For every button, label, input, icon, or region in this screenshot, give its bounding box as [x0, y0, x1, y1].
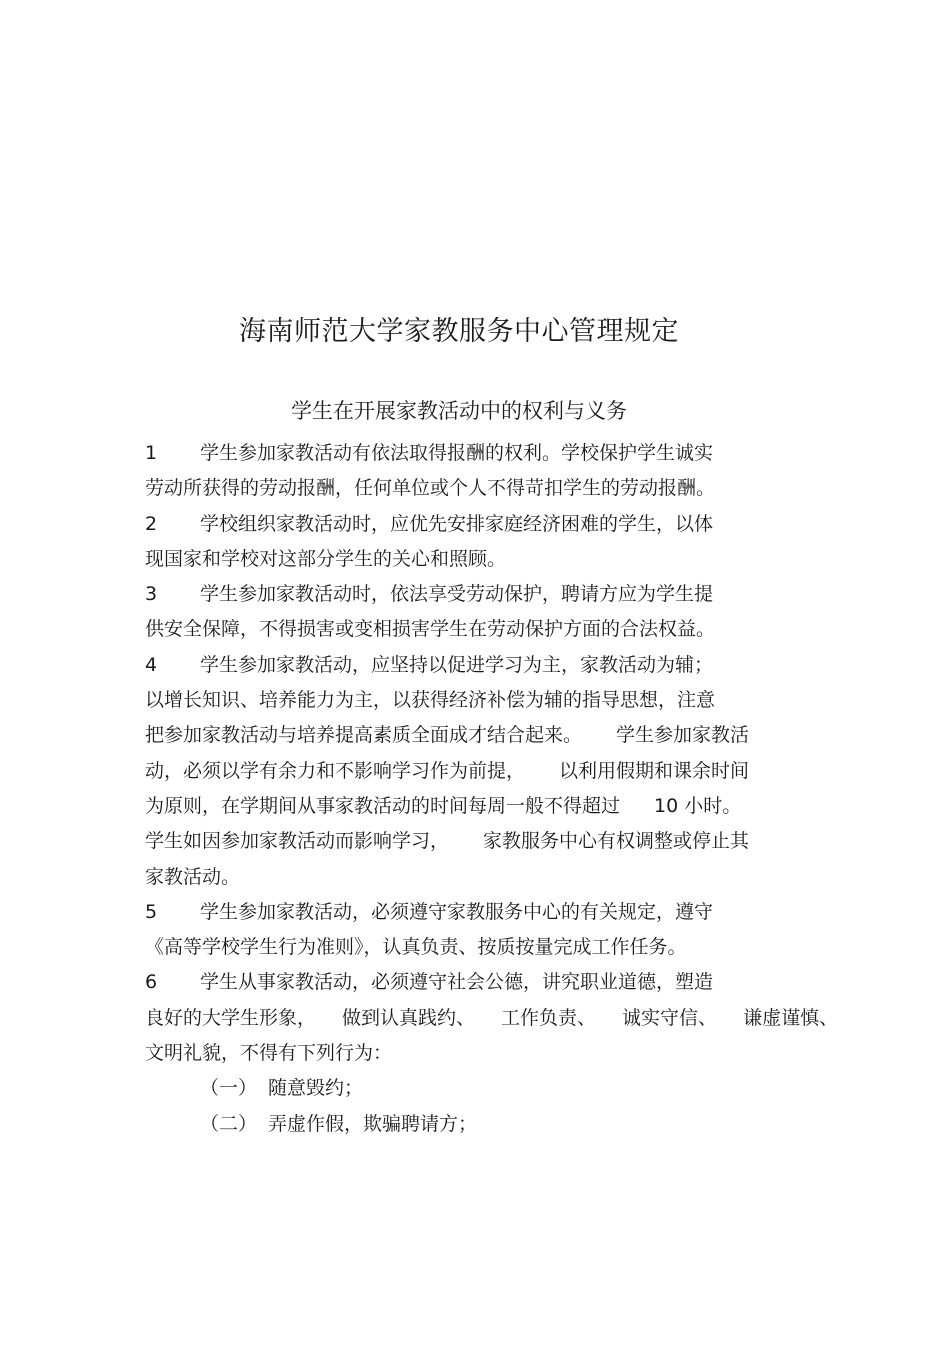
item-text: 家教活动。: [145, 865, 241, 888]
item-5-line-2: [145, 930, 825, 965]
item-text: 学生参加家教活动，应坚持以促进学习为主，家教活动为辅；: [200, 653, 714, 676]
subitem-text: 弄虚作假，欺骗聘请方；: [268, 1112, 478, 1135]
item-2-line-1: [145, 507, 825, 542]
item-text: 学校组织家教活动时，应优先安排家庭经济困难的学生，以体: [200, 512, 714, 535]
document-body: [145, 436, 839, 1142]
item-5-line-1: [145, 895, 825, 930]
item-text: 供安全保障，不得损害或变相损害学生在劳动保护方面的合法权益。: [145, 618, 716, 641]
subitem-label: （二）: [200, 1112, 258, 1135]
item-text: 动，必须以学有余力和不影响学习作为前提，: [145, 759, 526, 782]
item-text: 学生参加家教活动时，依法享受劳动保护，聘请方应为学生提: [200, 583, 714, 606]
item-text: 10 小时。: [654, 794, 742, 817]
item-text: 做到认真践约、: [342, 1006, 476, 1029]
item-3-line-2: [145, 612, 825, 647]
item-text: 学生参加家教活动有依法取得报酬的权利。学校保护学生诚实: [200, 442, 714, 464]
item-text: 文明礼貌，不得有下列行为：: [145, 1042, 393, 1065]
item-number: 3: [145, 583, 158, 606]
item-text: 劳动所获得的劳动报酬，任何单位或个人不得苛扣学生的劳动报酬。: [145, 477, 716, 500]
item-text: 学生参加家教活动，必须遵守家教服务中心的有关规定，遵守: [200, 900, 714, 923]
item-number: 4: [145, 653, 158, 676]
item-text: 学生从事家教活动，必须遵守社会公德，讲究职业道德，塑造: [200, 971, 714, 994]
item-1-line-1: [145, 436, 825, 471]
document-title: 海南师范大学家教服务中心管理规定: [239, 316, 679, 347]
subitem-label: （一）: [200, 1077, 258, 1100]
item-text: 诚实守信、: [622, 1006, 718, 1029]
section-title: 学生在开展家教活动中的权利与义务: [291, 399, 627, 423]
subitem-1: [145, 1071, 825, 1106]
item-number: 6: [145, 971, 158, 994]
item-text: 把参加家教活动与培养提高素质全面成才结合起来。: [145, 724, 583, 747]
item-2-line-2: [145, 542, 825, 577]
item-4-line-7: [145, 860, 825, 895]
item-4-line-5: [145, 789, 825, 824]
item-text: 现国家和学校对这部分学生的关心和照顾。: [145, 547, 507, 570]
item-6-line-1: [145, 965, 825, 1000]
subitem-text: 随意毁约；: [268, 1077, 364, 1100]
item-text: 以增长知识、培养能力为主，以获得经济补偿为辅的指导思想，注意: [145, 689, 716, 712]
item-4-line-2: [145, 683, 825, 718]
item-3-line-1: [145, 577, 825, 612]
item-text: 学生如因参加家教活动而影响学习，: [145, 830, 450, 853]
item-4-line-3: [145, 718, 825, 753]
item-4-line-6: [145, 824, 825, 859]
item-number: 5: [145, 900, 158, 923]
item-4-line-1: [145, 648, 825, 683]
item-6-line-2: [145, 1001, 839, 1036]
item-text: 工作负责、: [501, 1006, 597, 1029]
item-4-line-4: [145, 754, 825, 789]
item-text: 为原则，在学期间从事家教活动的时间每周一般不得超过: [145, 794, 621, 817]
item-text: 谦虚谨慎、: [743, 1006, 839, 1029]
item-1-line-2: [145, 471, 825, 506]
item-6-line-3: [145, 1036, 825, 1071]
item-text: 《高等学校学生行为准则》，认真负责、按质按量完成工作任务。: [145, 936, 687, 959]
subitem-2: [145, 1107, 825, 1142]
item-text: 学生参加家教活: [616, 724, 750, 747]
item-number: 2: [145, 512, 158, 535]
item-text: 以利用假期和课余时间: [559, 759, 750, 782]
item-text: 家教服务中心有权调整或停止其: [483, 830, 750, 853]
item-text: 良好的大学生形象，: [145, 1006, 317, 1029]
item-number: 1: [145, 442, 158, 464]
